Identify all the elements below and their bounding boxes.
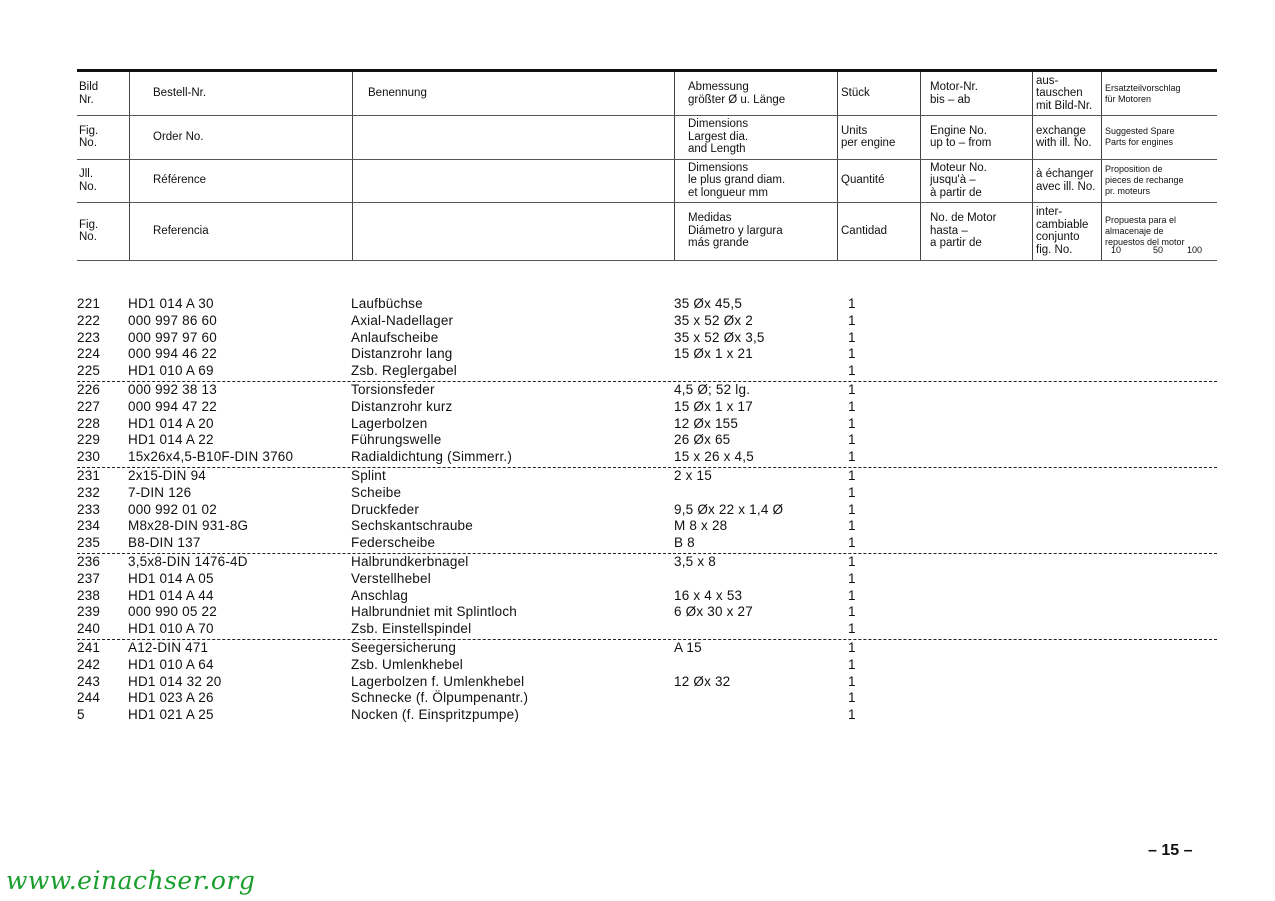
item-number: 244 bbox=[77, 690, 101, 706]
quantity: 1 bbox=[848, 690, 856, 706]
quantity: 1 bbox=[848, 656, 856, 672]
item-number: 239 bbox=[77, 604, 101, 620]
dimensions: 3,5 x 8 bbox=[674, 554, 716, 569]
part-name: Anschlag bbox=[351, 587, 409, 603]
page-number: – 15 – bbox=[1148, 842, 1193, 859]
order-number: 7-DIN 126 bbox=[128, 484, 192, 500]
header-col6-row1: Engine No. up to – from bbox=[930, 124, 992, 149]
order-number: 000 997 97 60 bbox=[128, 329, 217, 345]
item-number: 227 bbox=[77, 398, 101, 414]
dimensions: 35 x 52 Øx 3,5 bbox=[674, 329, 765, 345]
item-number: 231 bbox=[77, 468, 101, 483]
quantity: 1 bbox=[848, 449, 856, 465]
part-name: Radialdichtung (Simmerr.) bbox=[351, 449, 513, 465]
part-name: Führungswelle bbox=[351, 432, 442, 448]
order-number: HD1 010 A 64 bbox=[128, 656, 214, 672]
dimensions: 15 Øx 1 x 21 bbox=[674, 346, 753, 362]
header-row-divider bbox=[77, 202, 1217, 203]
order-number: HD1 014 A 20 bbox=[128, 415, 214, 431]
order-number: 15x26x4,5-B10F-DIN 3760 bbox=[128, 449, 294, 465]
quantity: 1 bbox=[848, 518, 856, 534]
header-row-divider bbox=[77, 159, 1217, 160]
item-number: 233 bbox=[77, 501, 101, 517]
item-number: 221 bbox=[77, 296, 101, 311]
order-number: 000 990 05 22 bbox=[128, 604, 217, 620]
part-name: Distanzrohr kurz bbox=[351, 398, 453, 414]
part-name: Nocken (f. Einspritzpumpe) bbox=[351, 707, 520, 723]
part-name: Lagerbolzen bbox=[351, 415, 428, 431]
dimensions: 4,5 Ø; 52 lg. bbox=[674, 382, 751, 397]
order-number: HD1 021 A 25 bbox=[128, 707, 214, 723]
header-col2-row2: Référence bbox=[153, 174, 207, 187]
quantity: 1 bbox=[848, 570, 856, 586]
order-number: 000 994 46 22 bbox=[128, 346, 217, 362]
order-number: HD1 014 32 20 bbox=[128, 673, 222, 689]
part-name: Splint bbox=[351, 468, 386, 483]
header-col7-row1: exchange with ill. No. bbox=[1036, 124, 1092, 149]
header-col5-row1: Units per engine bbox=[841, 124, 896, 149]
header-col2-row0: Bestell-Nr. bbox=[153, 87, 207, 100]
part-name: Lagerbolzen f. Umlenkhebel bbox=[351, 673, 525, 689]
quantity: 1 bbox=[848, 640, 856, 655]
order-number: HD1 023 A 26 bbox=[128, 690, 214, 706]
quantity: 1 bbox=[848, 312, 856, 328]
item-number: 5 bbox=[77, 707, 85, 723]
order-number: HD1 014 A 05 bbox=[128, 570, 214, 586]
dimensions: M 8 x 28 bbox=[674, 518, 728, 534]
header-col4-row2: Dimensions le plus grand diam. et longueur mm bbox=[688, 161, 786, 199]
part-name: Schnecke (f. Ölpumpenantr.) bbox=[351, 690, 529, 706]
website-watermark[interactable]: www.einachser.org bbox=[6, 866, 256, 895]
item-number: 232 bbox=[77, 484, 101, 500]
dimensions: 12 Øx 155 bbox=[674, 415, 739, 431]
item-number: 222 bbox=[77, 312, 101, 328]
order-number: 000 994 47 22 bbox=[128, 398, 217, 414]
dimensions: 35 x 52 Øx 2 bbox=[674, 312, 753, 328]
part-name: Federscheibe bbox=[351, 535, 436, 551]
quantity: 1 bbox=[848, 346, 856, 362]
quantity: 1 bbox=[848, 673, 856, 689]
item-number: 225 bbox=[77, 363, 101, 379]
header-col1-row1: Fig. No. bbox=[79, 124, 99, 149]
dimensions: 35 Øx 45,5 bbox=[674, 296, 743, 311]
quantity: 1 bbox=[848, 432, 856, 448]
part-name: Verstellhebel bbox=[351, 570, 431, 586]
header-col-divider bbox=[920, 72, 921, 260]
header-col6-row0: Motor-Nr. bis – ab bbox=[930, 81, 978, 106]
group-separator bbox=[77, 467, 1217, 468]
header-col4-row3: Medidas Diámetro y largura más grande bbox=[688, 212, 783, 250]
quantity: 1 bbox=[848, 621, 856, 637]
part-name: Scheibe bbox=[351, 484, 402, 500]
item-number: 240 bbox=[77, 621, 101, 637]
group-separator bbox=[77, 381, 1217, 382]
quantity: 1 bbox=[848, 554, 856, 569]
header-col1-row3: Fig. No. bbox=[79, 218, 99, 243]
quantity: 1 bbox=[848, 468, 856, 483]
item-number: 243 bbox=[77, 673, 101, 689]
quantity: 1 bbox=[848, 484, 856, 500]
item-number: 241 bbox=[77, 640, 101, 655]
group-separator bbox=[77, 639, 1217, 640]
header-col-divider bbox=[674, 72, 675, 260]
header-col-divider bbox=[352, 72, 353, 260]
header-col4-row0: Abmessung größter Ø u. Länge bbox=[688, 81, 786, 106]
header-col4-row1: Dimensions Largest dia. and Length bbox=[688, 118, 749, 156]
part-name: Halbrundkerbnagel bbox=[351, 554, 469, 569]
dimensions: 15 Øx 1 x 17 bbox=[674, 398, 753, 414]
quantity: 1 bbox=[848, 398, 856, 414]
header-col6-row3: No. de Motor hasta – a partir de bbox=[930, 212, 997, 250]
header-col1-row0: Bild Nr. bbox=[79, 81, 99, 106]
quantity: 1 bbox=[848, 363, 856, 379]
item-number: 224 bbox=[77, 346, 101, 362]
quantity: 1 bbox=[848, 587, 856, 603]
dimensions: 26 Øx 65 bbox=[674, 432, 731, 448]
order-number: HD1 010 A 70 bbox=[128, 621, 214, 637]
item-number: 234 bbox=[77, 518, 101, 534]
spare-qty-label: 100 bbox=[1187, 245, 1203, 255]
order-number: A12-DIN 471 bbox=[128, 640, 209, 655]
part-name: Laufbüchse bbox=[351, 296, 423, 311]
part-name: Zsb. Einstellspindel bbox=[351, 621, 472, 637]
quantity: 1 bbox=[848, 329, 856, 345]
order-number: 000 997 86 60 bbox=[128, 312, 217, 328]
dimensions: B 8 bbox=[674, 535, 695, 551]
header-col-divider bbox=[129, 72, 130, 260]
part-name: Seegersicherung bbox=[351, 640, 457, 655]
spare-qty-label: 10 bbox=[1111, 245, 1122, 255]
header-col3-row0: Benennung bbox=[368, 87, 427, 100]
part-name: Zsb. Umlenkhebel bbox=[351, 656, 463, 672]
group-separator bbox=[77, 553, 1217, 554]
dimensions: 2 x 15 bbox=[674, 468, 712, 483]
item-number: 237 bbox=[77, 570, 101, 586]
header-col5-row0: Stück bbox=[841, 87, 870, 100]
quantity: 1 bbox=[848, 296, 856, 311]
header-table bbox=[77, 69, 1217, 260]
header-col-divider bbox=[837, 72, 838, 260]
item-number: 235 bbox=[77, 535, 101, 551]
order-number: HD1 014 A 30 bbox=[128, 296, 214, 311]
part-name: Druckfeder bbox=[351, 501, 420, 517]
item-number: 230 bbox=[77, 449, 101, 465]
order-number: HD1 014 A 22 bbox=[128, 432, 214, 448]
item-number: 226 bbox=[77, 382, 101, 397]
dimensions: A 15 bbox=[674, 640, 702, 655]
header-col5-row2: Quantité bbox=[841, 174, 885, 187]
item-number: 236 bbox=[77, 554, 101, 569]
part-name: Torsionsfeder bbox=[351, 382, 435, 397]
order-number: 3,5x8-DIN 1476-4D bbox=[128, 554, 248, 569]
header-top-rule bbox=[77, 69, 1217, 72]
item-number: 223 bbox=[77, 329, 101, 345]
header-col5-row3: Cantidad bbox=[841, 224, 888, 237]
order-number: 2x15-DIN 94 bbox=[128, 468, 206, 483]
order-number: 000 992 38 13 bbox=[128, 382, 217, 397]
header-col8-row3: Propuesta para el almacenaje de repuestos del motor bbox=[1105, 214, 1185, 247]
quantity: 1 bbox=[848, 535, 856, 551]
part-name: Zsb. Reglergabel bbox=[351, 363, 458, 379]
header-col8-row1: Suggested Spare Parts for engines bbox=[1105, 126, 1175, 147]
header-col7-row0: aus- tauschen mit Bild-Nr. bbox=[1036, 74, 1093, 112]
spare-qty-label: 50 bbox=[1153, 245, 1164, 255]
header-col1-row2: Jll. No. bbox=[79, 168, 97, 193]
item-number: 229 bbox=[77, 432, 101, 448]
dimensions: 12 Øx 32 bbox=[674, 673, 731, 689]
order-number: M8x28-DIN 931-8G bbox=[128, 518, 249, 534]
header-col6-row2: Moteur No. jusqu'à – à partir de bbox=[930, 161, 987, 199]
quantity: 1 bbox=[848, 707, 856, 723]
part-name: Anlaufscheibe bbox=[351, 329, 439, 345]
quantity: 1 bbox=[848, 382, 856, 397]
header-col2-row1: Order No. bbox=[153, 130, 204, 143]
item-number: 242 bbox=[77, 656, 101, 672]
quantity: 1 bbox=[848, 501, 856, 517]
order-number: 000 992 01 02 bbox=[128, 501, 217, 517]
order-number: HD1 010 A 69 bbox=[128, 363, 214, 379]
dimensions: 9,5 Øx 22 x 1,4 Ø bbox=[674, 501, 784, 517]
header-col2-row3: Referencia bbox=[153, 224, 209, 237]
dimensions: 6 Øx 30 x 27 bbox=[674, 604, 753, 620]
part-name: Sechskantschraube bbox=[351, 518, 473, 534]
header-row-divider bbox=[77, 115, 1217, 116]
header-col7-row3: inter- cambiable conjunto fig. No. bbox=[1036, 206, 1089, 256]
dimensions: 15 x 26 x 4,5 bbox=[674, 449, 754, 465]
header-col8-row2: Proposition de pieces de rechange pr. moteurs bbox=[1105, 164, 1184, 196]
dimensions: 16 x 4 x 53 bbox=[674, 587, 743, 603]
item-number: 238 bbox=[77, 587, 101, 603]
header-col-divider bbox=[1101, 72, 1102, 260]
part-name: Halbrundniet mit Splintloch bbox=[351, 604, 517, 620]
header-col-divider bbox=[1032, 72, 1033, 260]
part-name: Axial-Nadellager bbox=[351, 312, 454, 328]
header-col8-row0: Ersatzteilvorschlag für Motoren bbox=[1105, 82, 1181, 104]
quantity: 1 bbox=[848, 604, 856, 620]
header-row-divider bbox=[77, 260, 1217, 261]
header-col7-row2: à échanger avec ill. No. bbox=[1036, 168, 1096, 193]
order-number: HD1 014 A 44 bbox=[128, 587, 214, 603]
part-name: Distanzrohr lang bbox=[351, 346, 453, 362]
quantity: 1 bbox=[848, 415, 856, 431]
item-number: 228 bbox=[77, 415, 101, 431]
order-number: B8-DIN 137 bbox=[128, 535, 201, 551]
